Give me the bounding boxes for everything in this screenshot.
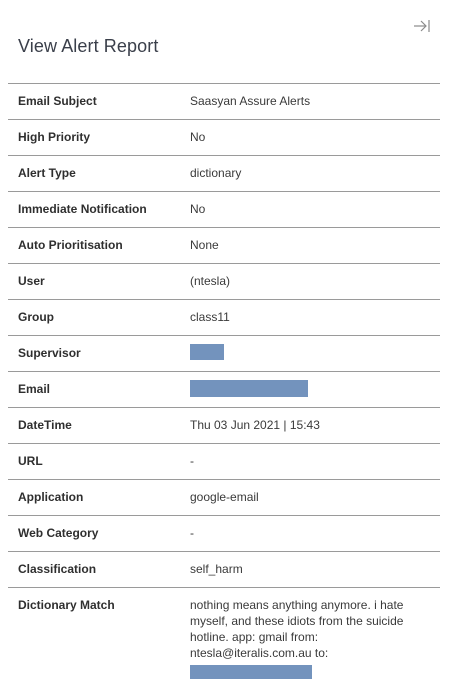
table-row (8, 191, 440, 227)
table-row (8, 83, 440, 119)
dictionary-match-text: nothing means anything anymore. i hate myself, and these idiots from the suicide hotline. app: gmail from: ntesla@iteralis.com.au to: (190, 598, 404, 660)
field-label: Group (18, 310, 54, 324)
table-row (8, 119, 440, 155)
field-value: No (190, 130, 206, 144)
collapse-panel-button[interactable] (410, 16, 434, 36)
table-row (8, 299, 440, 335)
email-redaction (190, 380, 308, 397)
field-value: google-email (190, 490, 259, 504)
field-label: Email (18, 382, 51, 396)
field-value: Saasyan Assure Alerts (190, 94, 311, 108)
table-row (8, 155, 440, 191)
field-value (190, 588, 440, 679)
table-row (8, 515, 440, 551)
page-title: View Alert Report (18, 36, 159, 56)
field-value: (ntesla) (190, 274, 231, 288)
arrow-right-to-bar-icon (412, 18, 432, 34)
alert-details-table (8, 83, 440, 679)
field-label: Web Category (18, 526, 99, 540)
recipient-redaction (190, 665, 312, 679)
field-label: DateTime (18, 418, 72, 432)
table-row (8, 479, 440, 515)
field-label: Immediate Notification (18, 202, 147, 216)
field-label: Dictionary Match (18, 598, 115, 612)
field-value: No (190, 202, 206, 216)
table-row (8, 371, 440, 407)
field-label: Supervisor (18, 346, 81, 360)
field-value: None (190, 238, 219, 252)
supervisor-redaction (190, 344, 224, 360)
field-value: self_harm (190, 562, 243, 576)
table-row (8, 335, 440, 371)
table-row (8, 407, 440, 443)
field-value (190, 372, 440, 407)
field-label: Email Subject (18, 94, 97, 108)
field-value (190, 336, 440, 371)
field-value: - (190, 526, 194, 540)
field-value: Thu 03 Jun 2021 | 15:43 (190, 418, 320, 432)
field-label: User (18, 274, 45, 288)
field-value: - (190, 454, 194, 468)
field-label: Application (18, 490, 84, 504)
table-row (8, 587, 440, 679)
field-value: class11 (190, 310, 230, 324)
table-row (8, 551, 440, 587)
table-row (8, 443, 440, 479)
field-label: Classification (18, 562, 97, 576)
field-label: Alert Type (18, 166, 76, 180)
field-value: dictionary (190, 166, 242, 180)
field-label: URL (18, 454, 43, 468)
table-row (8, 263, 440, 299)
field-label: Auto Prioritisation (18, 238, 123, 252)
field-label: High Priority (18, 130, 91, 144)
table-row (8, 227, 440, 263)
